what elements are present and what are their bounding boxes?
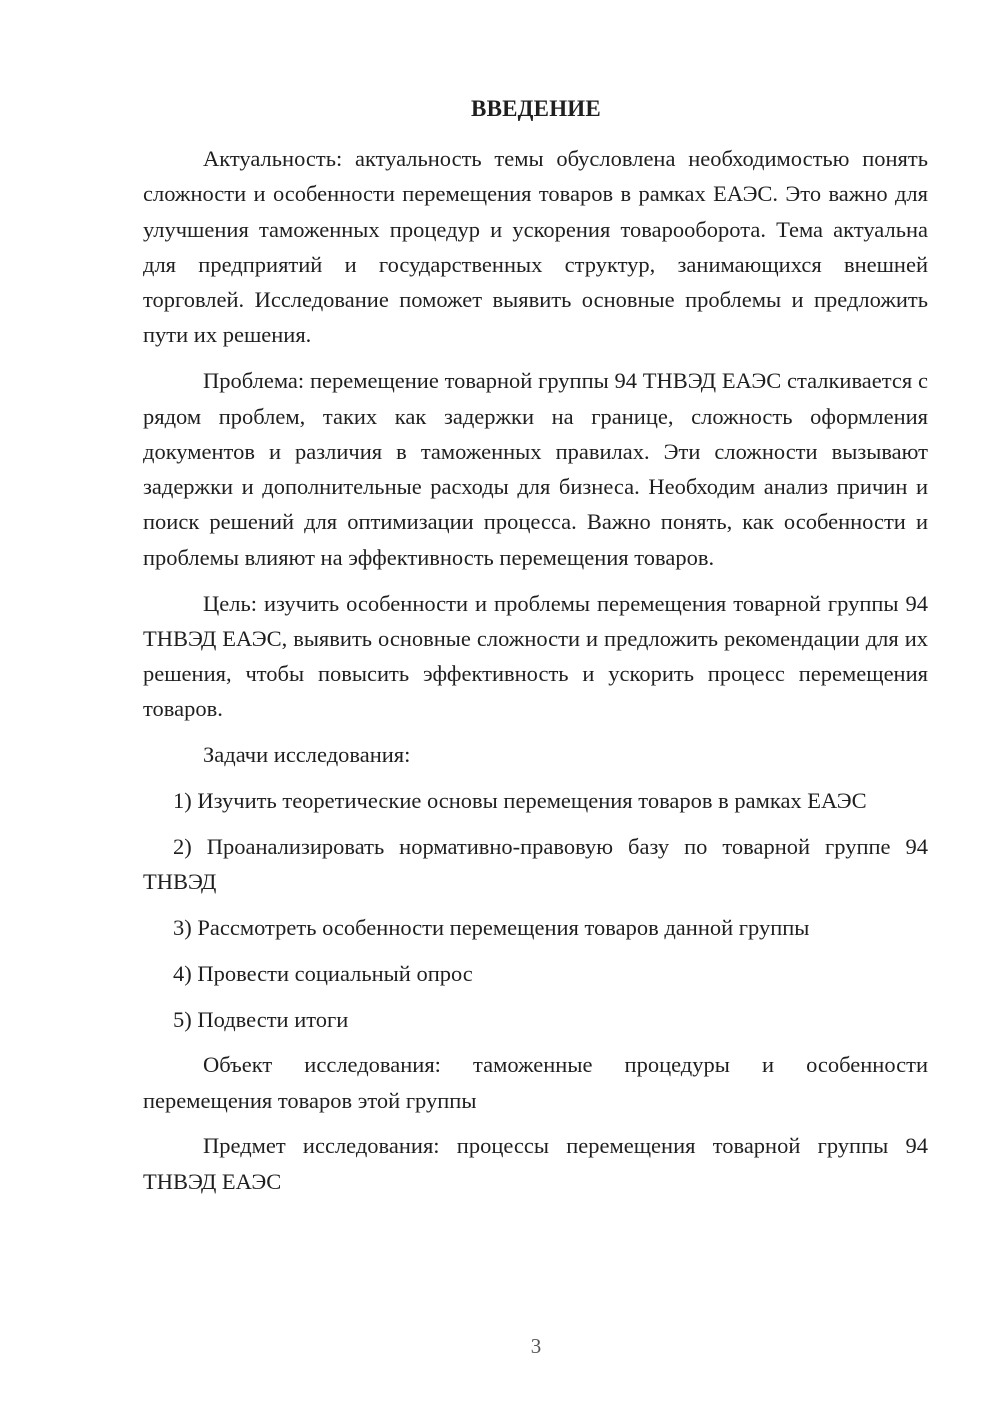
task-item-1: 1) Изучить теоретические основы перемещения товаров в рамках ЕАЭС <box>173 788 867 814</box>
paragraph-relevance: Актуальность: актуальность темы обусловлена необходимостью понять сложности и особенности перемещения товаров в рамках ЕАЭС. Это важно для улучшения таможенных процедур и ускорения товарооборота. Тема актуальна для предприятий и государственных структур, занимающихся внешней торговлей. Исследование поможет выявить основные проблемы и предложить пути их решения. <box>143 146 928 348</box>
tasks-heading: Задачи исследования: <box>203 742 411 768</box>
paragraph-problem: Проблема: перемещение товарной группы 94 ТНВЭД ЕАЭС сталкивается с рядом проблем, таких как задержки на границе, сложность оформления документов и различия в таможенных правилах. Эти сложности вызывают задержки и дополнительные расходы для бизнеса. Необходим анализ причин и поиск решений для оптимизации процесса. Важно понять, как особенности и проблемы влияют на эффективность перемещения товаров. <box>143 368 928 570</box>
section-heading: ВВЕДЕНИЕ <box>471 96 601 121</box>
task-item-5: 5) Подвести итоги <box>173 1006 349 1032</box>
task-item-3: 3) Рассмотреть особенности перемещения товаров данной группы <box>173 914 810 940</box>
task-item-4: 4) Провести социальный опрос <box>173 960 473 986</box>
task-item-2: 2) Проанализировать нормативно-правовую базу по товарной группе 94 ТНВЭД <box>143 833 928 895</box>
page-number: 3 <box>530 1334 542 1358</box>
paragraph-object: Объект исследования: таможенные процедуры и особенности перемещения товаров этой группы <box>143 1052 928 1113</box>
body-text <box>143 141 928 1199</box>
paragraph-goal: Цель: изучить особенности и проблемы перемещения товарной группы 94 ТНВЭД ЕАЭС, выявить основные сложности и предложить рекомендации для их решения, чтобы повысить эффективность и ускорить процесс перемещения товаров. <box>143 590 928 722</box>
paragraph-subject: Предмет исследования: процессы перемещения товарной группы 94 ТНВЭД ЕАЭС <box>143 1133 928 1194</box>
